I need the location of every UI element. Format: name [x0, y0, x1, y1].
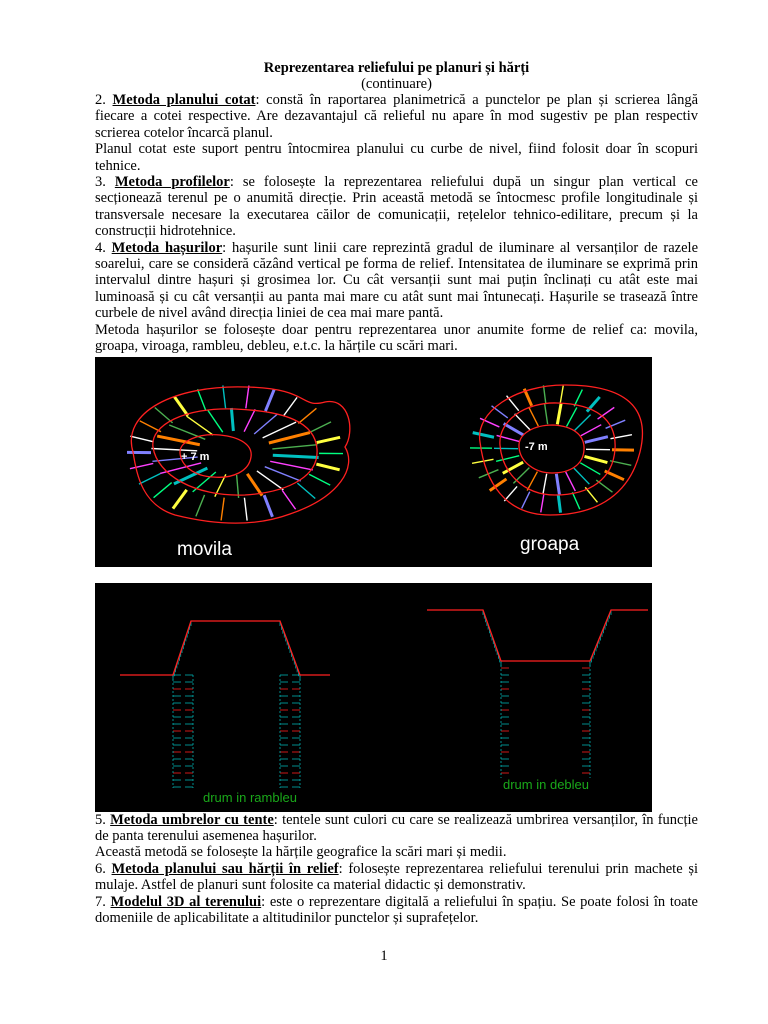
paragraph-method-7: 7. Modelul 3D al terenului: este o reprezentare digitală a reliefului în spațiu. Se poate folosi în toate domeniile de aplicabilitate a altitudinilor punctelor și suprafețelor. — [95, 893, 698, 926]
term-plan-cotat: Metoda planului cotat — [112, 92, 256, 108]
paragraph-method-3: 3. Metoda profilelor: se folosește la reprezentarea reliefului după un singur plan vertical ce secționează terenul pe o anumită direcție. Prin această metodă se întocmesc profile longitudinale și transversale necesare la executarea căilor de comunicații, rețelelor tehnico-edilitare, precum și la construcții hidrotehnice. — [95, 174, 698, 240]
rambleu-label: drum in rambleu — [203, 789, 297, 805]
movila-label: movila — [177, 538, 232, 560]
paragraph-method-5: 5. Metoda umbrelor cu tente: tentele sunt culori cu care se realizează umbrirea versanților, în funcție de panta terenului asemenea hașurilor. — [95, 811, 698, 844]
term-umbre: Metoda umbrelor cu tente — [110, 811, 274, 828]
page-number: 1 — [380, 948, 388, 964]
document-title: Reprezentarea reliefului pe planuri și hărți — [263, 60, 530, 76]
paragraph-method-4-note: Metoda hașurilor se folosește doar pentru reprezentarea unor anumite forme de relief ca: movila, groapa, viroaga, rambleu, debleu, e.t.c. la hărțile cu scări mari. — [95, 321, 698, 355]
paragraph-method-2-note: Planul cotat este suport pentru întocmirea planului cu curbe de nivel, fiind folosit doar în scopuri tehnice. — [95, 141, 698, 174]
movila-height-label: + 7 m — [181, 450, 210, 463]
document-subtitle: (continuare) — [361, 76, 432, 92]
paragraph-method-6: 6. Metoda planului sau hărții în relief: folosește reprezentarea reliefului terenului prin machete și mulaje. Astfel de planuri sunt folosite ca material didactic și demonstrativ. — [95, 860, 698, 894]
debleu-label: drum in debleu — [503, 776, 589, 792]
groapa-depth-label: -7 m — [525, 440, 548, 453]
term-3d: Modelul 3D al terenului — [110, 893, 262, 910]
paragraph-method-2: 2. Metoda planului cotat: constă în raportarea planimetrică a punctelor pe plan și scrierea lângă fiecare a cotei respective. Are dezavantajul că relieful nu apare în mod sugestiv pe plan respectiv scrierea cotelor încarcă planul. — [95, 92, 699, 141]
term-profile: Metoda profilelor — [114, 174, 230, 191]
figure-rambleu-debleu — [95, 583, 652, 812]
figure-movila-groapa — [95, 357, 652, 567]
page-content — [95, 60, 698, 926]
paragraph-method-4: 4. Metoda hașurilor: hașurile sunt linii care reprezintă gradul de iluminare al versanților de razele soarelui, care se consideră căzând vertical pe forma de relief. Intensitatea de iluminare se exprimă prin intervalul dintre hașuri și grosimea lor. Cu cât versanții sunt mai puțin înclinați cu atât este mai luminoasă și cu cât versanții au panta mai mare cu atât sunt mai întunecați. Hașurile se trasează între curbele de nivel având direcția liniei de cea mai mare pantă. — [95, 239, 699, 322]
hatch-line — [231, 408, 233, 431]
groapa-label: groapa — [520, 533, 580, 555]
paragraph-method-5-note: Această metodă se folosește la hărțile geografice la scări mari și medii. — [95, 844, 507, 861]
term-hasuri: Metoda hașurilor — [111, 239, 223, 256]
term-relief: Metoda planului sau hărții în relief — [111, 860, 339, 877]
